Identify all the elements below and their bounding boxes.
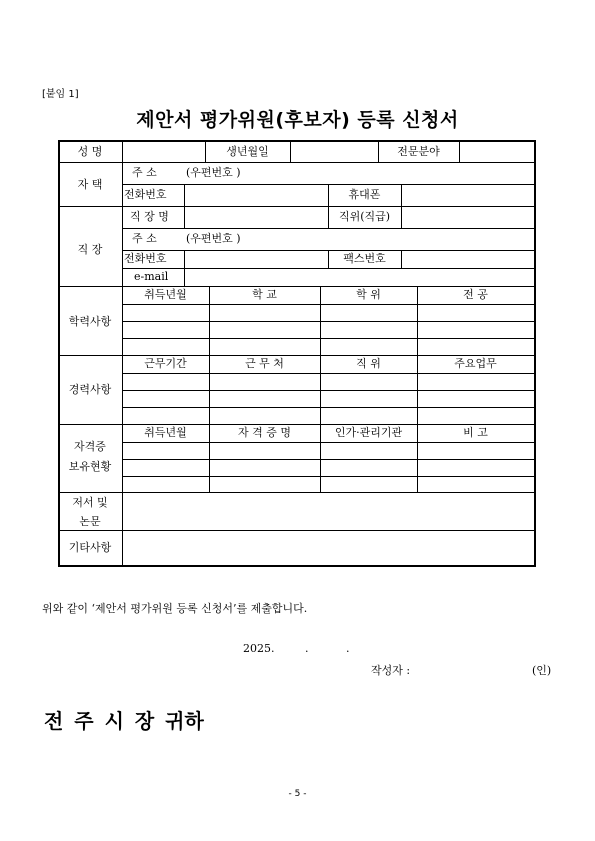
education-header: 학 교 — [252, 288, 277, 301]
education-header: 학 위 — [356, 288, 381, 301]
papers-label-line1: 저서 및 — [72, 496, 108, 509]
home-label: 자 택 — [77, 178, 103, 191]
home-zip-label: (우편번호 ) — [186, 166, 241, 179]
career-header: 주요업무 — [454, 357, 497, 370]
career-header: 근 무 처 — [245, 357, 284, 370]
license-label-line2: 보유현황 — [68, 460, 112, 473]
career-header: 직 위 — [356, 357, 381, 370]
license-header: 취득년월 — [144, 426, 187, 439]
email-label: e-mail — [134, 270, 169, 283]
education-header: 취득년월 — [144, 288, 187, 301]
career-header: 근무기간 — [144, 357, 187, 370]
work-phone-label: 전화번호 — [124, 252, 167, 265]
fax-label: 팩스번호 — [343, 252, 386, 265]
education-label: 학력사항 — [68, 315, 112, 328]
date-year: 2025. — [243, 642, 275, 655]
page-number: - 5 - — [288, 789, 307, 799]
work-address-label: 주 소 — [132, 232, 157, 245]
home-phone-label: 전화번호 — [124, 188, 167, 201]
specialty-label: 전문분야 — [397, 145, 440, 158]
date-day-dot: . — [346, 642, 350, 655]
date-month-dot: . — [305, 642, 309, 655]
page-title: 제안서 평가위원(후보자) 등록 신청서 — [136, 109, 459, 131]
writer-label: 작성자 : — [371, 664, 411, 677]
career-label: 경력사항 — [68, 383, 112, 396]
attachment-label: [붙임 1] — [42, 89, 79, 100]
submission-statement: 위와 같이 ‘제안서 평가위원 등록 신청서’를 제출합니다. — [42, 602, 308, 615]
work-zip-label: (우편번호 ) — [186, 232, 241, 245]
mobile-label: 휴대폰 — [348, 188, 381, 201]
workplace-label: 직 장 명 — [130, 210, 169, 223]
home-address-label: 주 소 — [132, 166, 157, 179]
etc-label: 기타사항 — [68, 541, 112, 554]
name-label: 성 명 — [77, 145, 103, 158]
license-header: 자 격 증 명 — [238, 426, 291, 439]
license-header: 비 고 — [463, 426, 488, 439]
license-label-line1: 자격증 — [74, 440, 106, 453]
papers-label-line2: 논문 — [79, 515, 101, 528]
addressee: 전 주 시 장 귀하 — [44, 709, 204, 733]
education-header: 전 공 — [463, 288, 488, 301]
license-header: 인가·관리기관 — [334, 426, 403, 439]
position-label: 직위(직급) — [338, 210, 391, 223]
work-label: 직 장 — [77, 243, 103, 256]
birth-label: 생년월일 — [226, 145, 269, 158]
seal-label: (인) — [532, 664, 552, 677]
